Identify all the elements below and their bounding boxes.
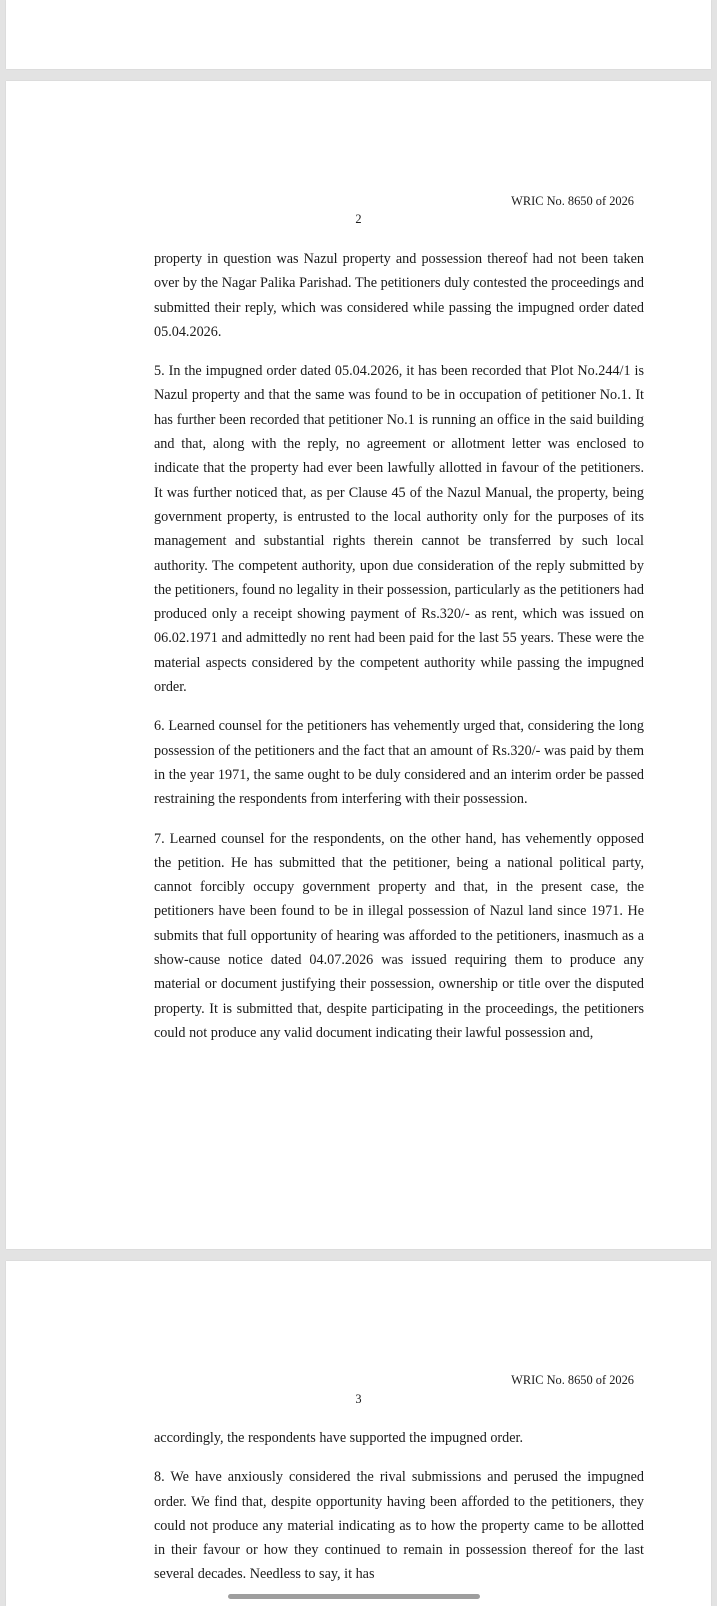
case-number-header: WRIC No. 8650 of 2026 xyxy=(511,194,634,208)
page-body xyxy=(154,1426,644,1587)
paragraph-continuation: property in question was Nazul property and possession thereof had not been taken over by the Nagar Palika Parishad. The petitioners duly contested the proceedings and submitted their reply, which was considered while passing the impugned order dated 05.04.2026. xyxy=(154,251,644,340)
paragraph-continuation: accordingly, the respondents have supported the impugned order. xyxy=(154,1430,524,1446)
paragraph-7: 7. Learned counsel for the respondents, on the other hand, has vehemently opposed the petition. He has submitted that the petitioner, being a national political party, cannot forcibly occupy government property and that, in the present case, the petitioners have been found to be in illegal possession of Nazul land since 1971. He submits that full opportunity of hearing was afforded to the petitioners, inasmuch as a show-cause notice dated 04.07.2026 was issued requiring them to produce any material or document justifying their possession, ownership or title over the disputed property. It is submitted that, despite participating in the proceedings, the petitioners could not produce any valid document indicating their lawful possession and, xyxy=(154,830,644,1041)
paragraph-8: 8. We have anxiously considered the rival submissions and perused the impugned order. We find that, despite opportunity having been afforded to the petitioners, they could not produce any material indicating as to how the property came to be allotted in their favour or how they continued to remain in possession thereof for the last several decades. Needless to say, it has xyxy=(154,1469,644,1583)
document-page-3 xyxy=(6,1261,711,1606)
page-number: 3 xyxy=(355,1392,362,1406)
paragraph-5: 5. In the impugned order dated 05.04.2026, it has been recorded that Plot No.244/1 is Nazul property and that the same was found to be in occupation of petitioner No.1. It has further been recorded that petitioner No.1 is running an office in the said building and that, along with the reply, no agreement or allotment letter was enclosed to indicate that the property had ever been lawfully allotted in favour of the petitioners. It was further noticed that, as per Clause 45 of the Nazul Manual, the property, being government property, is entrusted to the local authority only for the purposes of its management and substantial rights therein cannot be transferred by such local authority. The competent authority, upon due consideration of the reply submitted by the petitioners, found no legality in their possession, particularly as the petitioners had produced only a receipt showing payment of Rs.320/- as rent, which was issued on 06.02.1971 and admittedly no rent had been paid for the last 55 years. These were the material aspects considered by the competent authority while passing the impugned order. xyxy=(154,363,644,696)
scroll-indicator[interactable] xyxy=(228,1594,480,1599)
previous-page-bottom xyxy=(6,0,711,69)
document-page-2 xyxy=(6,81,711,1249)
page-body xyxy=(154,247,644,1045)
case-number-header: WRIC No. 8650 of 2026 xyxy=(511,1373,634,1387)
paragraph-6: 6. Learned counsel for the petitioners has vehemently urged that, considering the long possession of the petitioners and the fact that an amount of Rs.320/- was paid by them in the year 1971, the same ought to be duly considered and an interim order be passed restraining the respondents from interfering with their possession. xyxy=(154,718,644,808)
page-number: 2 xyxy=(355,212,362,226)
